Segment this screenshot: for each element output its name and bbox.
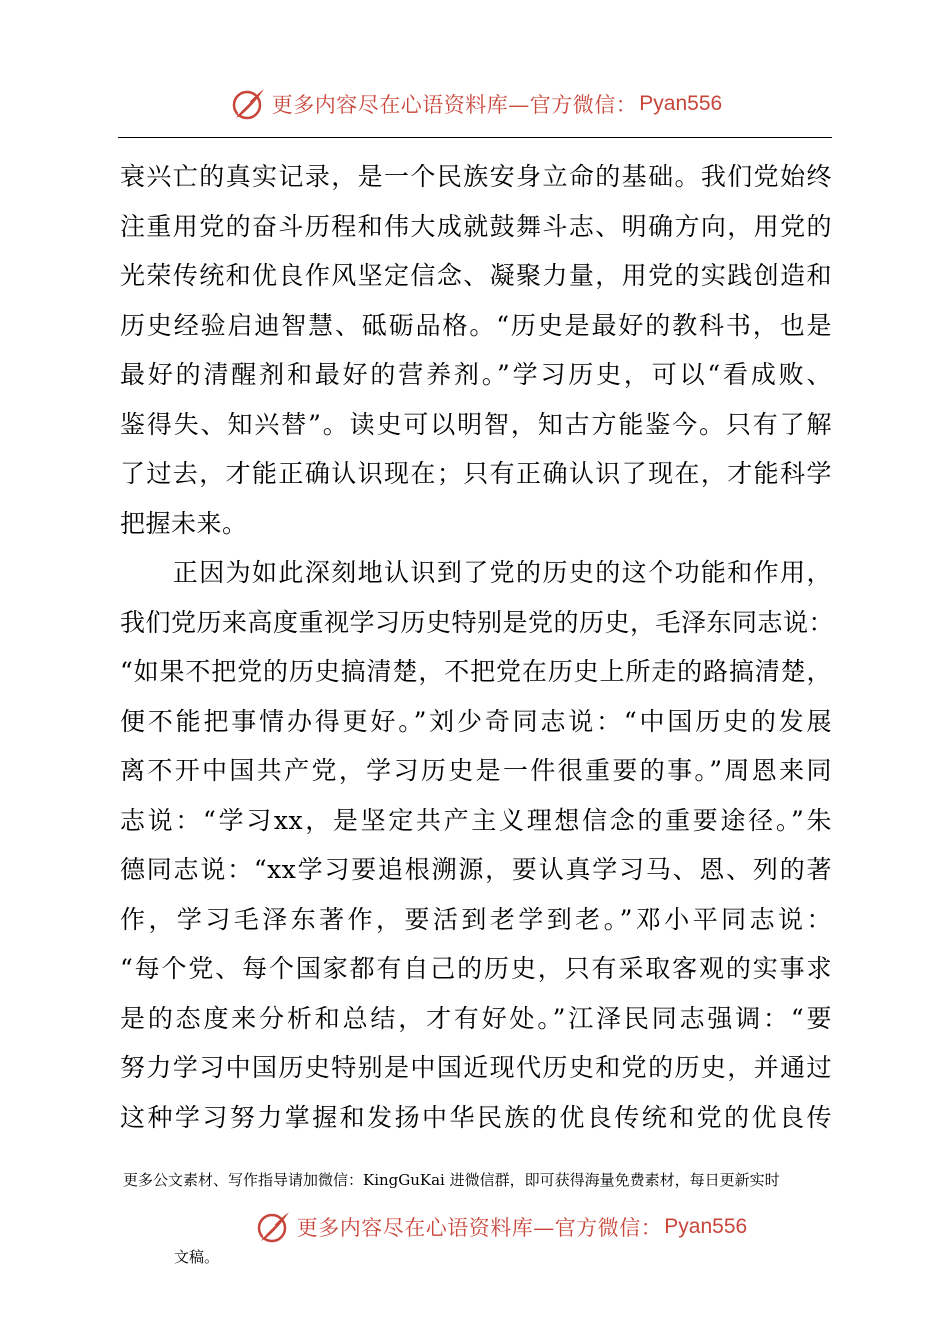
body-line: 便不能把事情办得更好。”刘少奇同志说：“中国历史的发展 xyxy=(120,706,832,736)
body-line: 鉴得失、知兴替”。读史可以明智，知古方能鉴今。只有了解 xyxy=(120,409,832,439)
banner-text: 更多内容尽在心语资料库—官方微信： xyxy=(296,1216,663,1240)
body-line: 了过去，才能正确认识现在；只有正确认识了现在，才能科学 xyxy=(120,459,832,488)
footer-banner xyxy=(0,1207,950,1247)
body-line: 作，学习毛泽东著作，要活到老学到老。”邓小平同志说： xyxy=(120,904,832,934)
body-line: 把握未来。 xyxy=(120,508,248,538)
body-line: 是的态度来分析和总结，才有好处。”江泽民同志强调：“要 xyxy=(120,1003,832,1033)
body-line: 正因为如此深刻地认识到了党的历史的这个功能和作用， xyxy=(120,558,832,587)
banner-text: 更多内容尽在心语资料库—官方微信： xyxy=(271,93,638,117)
header-banner xyxy=(0,84,950,124)
body-line: 注重用党的奋斗历程和伟大成就鼓舞斗志、明确方向，用党的 xyxy=(120,211,832,241)
body-line: 德同志说：“xx学习要追根溯源，要认真学习马、恩、列的著 xyxy=(120,855,832,884)
body-line: 志说：“学习xx，是坚定共产主义理想信念的重要途径。”朱 xyxy=(120,805,832,835)
body-line: 我们党历来高度重视学习历史特别是党的历史，毛泽东同志说： xyxy=(120,607,835,637)
body-line: “每个党、每个国家都有自己的历史，只有采取客观的实事求 xyxy=(120,954,832,983)
body-line: 最好的清醒剂和最好的营养剂。”学习历史，可以“看成败、 xyxy=(120,360,832,389)
header-divider xyxy=(118,137,832,138)
feather-pen-logo-icon xyxy=(253,1207,293,1247)
body-line: 努力学习中国历史特别是中国近现代历史和党的历史，并通过 xyxy=(120,1053,832,1082)
document-body xyxy=(120,152,835,1142)
body-line: 历史经验启迪智慧、砥砺品格。“历史是最好的教科书，也是 xyxy=(120,310,832,340)
body-line: “如果不把党的历史搞清楚，不把党在历史上所走的路搞清楚， xyxy=(120,657,832,686)
footer-tail: 文稿。 xyxy=(174,1248,220,1266)
body-line: 离不开中国共产党，学习历史是一件很重要的事。”周恩来同 xyxy=(120,756,832,785)
footer-note: 更多公文素材、写作指导请加微信：KingGuKai 进微信群，即可获得海量免费素材，每日更新实时 xyxy=(123,1171,780,1189)
body-line: 光荣传统和优良作风坚定信念、凝聚力量，用党的实践创造和 xyxy=(120,261,832,290)
feather-pen-logo-icon xyxy=(228,84,268,124)
body-line: 这种学习努力掌握和发扬中华民族的优良传统和党的优良传 xyxy=(120,1102,832,1132)
banner-wechat-id: Pyan556 xyxy=(639,92,723,115)
banner-wechat-id: Pyan556 xyxy=(664,1215,748,1238)
body-line: 衰兴亡的真实记录，是一个民族安身立命的基础。我们党始终 xyxy=(120,162,832,191)
